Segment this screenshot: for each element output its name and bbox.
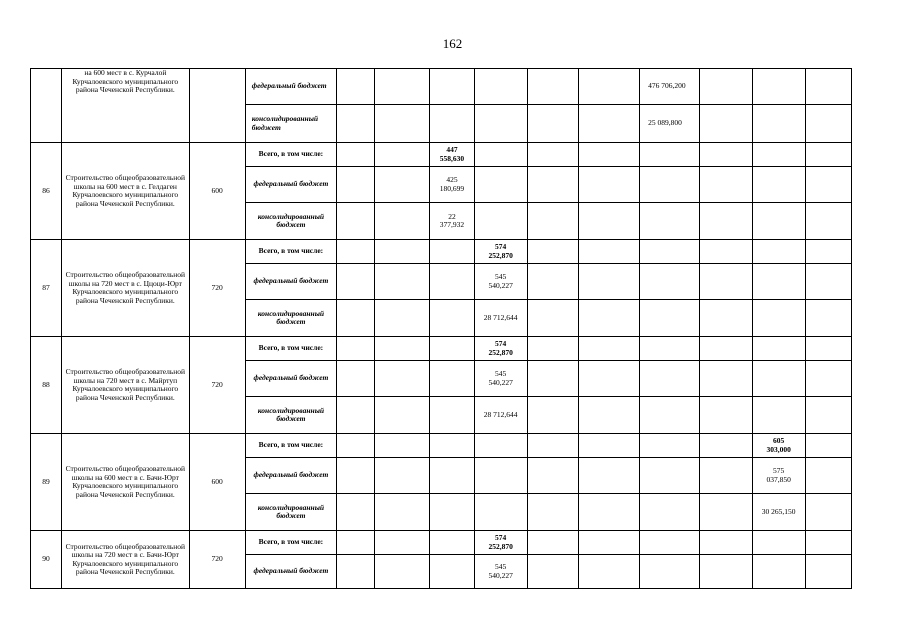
source-label-consolidated: консолидированный бюджет bbox=[245, 397, 336, 434]
source-label-federal: федеральный бюджет bbox=[245, 458, 336, 494]
source-label-consolidated: консолидированный бюджет bbox=[245, 105, 336, 143]
value-cell: 545 540,227 bbox=[474, 264, 527, 300]
value-cell: 28 712,644 bbox=[474, 300, 527, 337]
value-cell: 574 252,870 bbox=[474, 337, 527, 361]
source-label-federal: федеральный бюджет bbox=[245, 264, 336, 300]
source-label-federal: федеральный бюджет bbox=[245, 361, 336, 397]
capacity-cell: 600 bbox=[189, 434, 245, 531]
row-number-cell: 86 bbox=[31, 143, 62, 240]
table-row bbox=[31, 240, 852, 264]
table-row bbox=[31, 337, 852, 361]
value-cell: 425 180,699 bbox=[430, 167, 474, 203]
value-cell: 575 037,850 bbox=[752, 458, 805, 494]
table-row bbox=[31, 143, 852, 167]
source-label-federal: федеральный бюджет bbox=[245, 167, 336, 203]
value-cell: 447 558,630 bbox=[430, 143, 474, 167]
capacity-cell: 720 bbox=[189, 240, 245, 337]
value-cell: 545 540,227 bbox=[474, 361, 527, 397]
row-number-cell bbox=[31, 69, 62, 143]
source-label-federal: федеральный бюджет bbox=[245, 555, 336, 589]
source-label-consolidated: консолидированный бюджет bbox=[245, 300, 336, 337]
object-name-cell: Строительство общеобразовательной школы на 720 мест в с. Бачи-Юрт Курчалоевского муниципального района Чеченской Республики. bbox=[62, 531, 189, 589]
source-label-total: Всего, в том числе: bbox=[245, 240, 336, 264]
table-row bbox=[31, 69, 852, 105]
capacity-cell: 720 bbox=[189, 337, 245, 434]
value-cell: 545 540,227 bbox=[474, 555, 527, 589]
value-cell: 25 089,800 bbox=[640, 105, 700, 143]
object-name-cell: Строительство общеобразовательной школы на 720 мест в с. Майртуп Курчалоевского муниципального района Чеченской Республики. bbox=[62, 337, 189, 434]
capacity-cell bbox=[189, 69, 245, 143]
object-name-cell: Строительство общеобразовательной школы на 720 мест в с. Ццоци-Юрт Курчалоевского муниципального района Чеченской Республики. bbox=[62, 240, 189, 337]
capacity-cell: 720 bbox=[189, 531, 245, 589]
value-cell: 30 265,150 bbox=[752, 494, 805, 531]
source-label-total: Всего, в том числе: bbox=[245, 434, 336, 458]
source-label-total: Всего, в том числе: bbox=[245, 337, 336, 361]
table-row bbox=[31, 531, 852, 555]
object-name-cell: Строительство общеобразовательной школы на 600 мест в с. Бачи-Юрт Курчалоевского муниципального района Чеченской Республики. bbox=[62, 434, 189, 531]
row-number-cell: 88 bbox=[31, 337, 62, 434]
value-cell: 574 252,870 bbox=[474, 240, 527, 264]
source-label-consolidated: консолидированный бюджет bbox=[245, 494, 336, 531]
value-cell: 574 252,870 bbox=[474, 531, 527, 555]
capacity-cell: 600 bbox=[189, 143, 245, 240]
value-cell: 476 706,200 bbox=[640, 69, 700, 105]
source-label-total: Всего, в том числе: bbox=[245, 143, 336, 167]
row-number-cell: 89 bbox=[31, 434, 62, 531]
value-cell: 605 303,000 bbox=[752, 434, 805, 458]
row-number-cell: 90 bbox=[31, 531, 62, 589]
budget-table bbox=[30, 68, 852, 589]
row-number-cell: 87 bbox=[31, 240, 62, 337]
object-name-cell: на 600 мест в с. Курчалой Курчалоевского муниципального района Чеченской Республики. bbox=[62, 69, 189, 143]
object-name-cell: Строительство общеобразовательной школы на 600 мест в с. Гелдаген Курчалоевского муниципального района Чеченской Республики. bbox=[62, 143, 189, 240]
value-cell: 28 712,644 bbox=[474, 397, 527, 434]
value-cell: 22 377,932 bbox=[430, 203, 474, 240]
source-label-consolidated: консолидированный бюджет bbox=[245, 203, 336, 240]
source-label-total: Всего, в том числе: bbox=[245, 531, 336, 555]
source-label-federal: федеральный бюджет bbox=[245, 69, 336, 105]
page-number: 162 bbox=[442, 36, 463, 51]
table-row bbox=[31, 434, 852, 458]
